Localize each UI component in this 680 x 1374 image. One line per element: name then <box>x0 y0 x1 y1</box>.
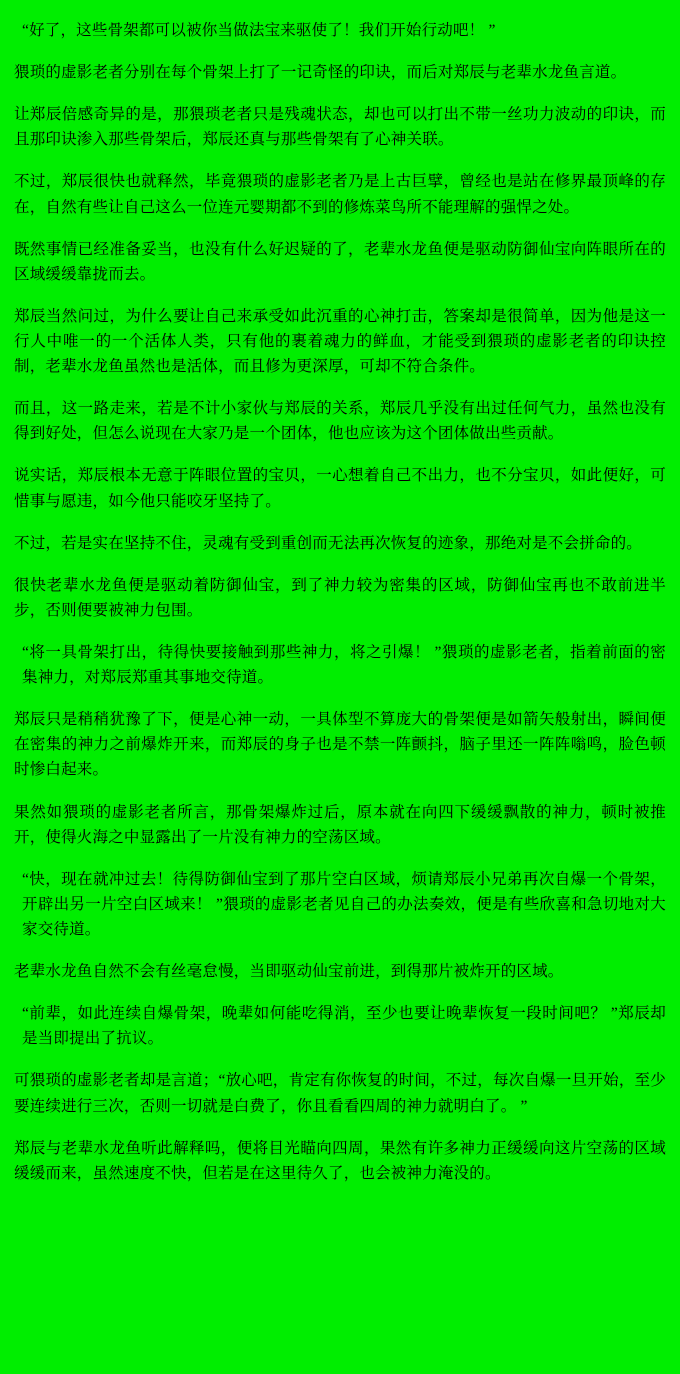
paragraph: 很快老辈水龙鱼便是驱动着防御仙宝，到了神力较为密集的区域，防御仙宝再也不敢前进半步，否则便要被神力包围。 <box>14 576 666 619</box>
paragraph: 而且，这一路走来，若是不计小家伙与郑辰的关系，郑辰几乎没有出过任何气力，虽然也没有得到好处，但怎么说现在大家乃是一个团体，他也应该为这个团体做出些贡献。 <box>14 400 666 443</box>
paragraph: “将一具骨架打出，待得快要接触到那些神力，将之引爆！ ”猥琐的虚影老者，指着前面的密集神力，对郑辰郑重其事地交待道。 <box>22 643 666 687</box>
paragraph: “快，现在就冲过去！待得防御仙宝到了那片空白区域，烦请郑辰小兄弟再次自爆一个骨架，开辟出另一片空白区域来！ ”猥琐的虚影老者见自己的办法奏效，便是有些欣喜和急切地对大家交待道。 <box>22 870 666 938</box>
paragraph: “好了，这些骨架都可以被你当做法宝来驱使了！我们开始行动吧！ ” <box>22 22 496 39</box>
paragraph: 郑辰当然问过，为什么要让自己来承受如此沉重的心神打击，答案却是很简单，因为他是这一行人中唯一的一个活体人类，只有他的裹着魂力的鲜血，才能受到猥琐的虚影老者的印诀控制，老辈水龙鱼虽然也是活体，而且修为更深厚，可却不符合条件。 <box>14 307 666 376</box>
paragraph: 既然事情已经准备妥当，也没有什么好迟疑的了，老辈水龙鱼便是驱动防御仙宝向阵眼所在的区域缓缓靠拢而去。 <box>14 240 666 283</box>
paragraph: 果然如猥琐的虚影老者所言，那骨架爆炸过后，原本就在向四下缓缓飘散的神力，顿时被推开，使得火海之中显露出了一片没有神力的空荡区域。 <box>14 803 666 846</box>
paragraph: 可猥琐的虚影老者却是言道；“放心吧，肯定有你恢复的时间，不过，每次自爆一旦开始，至少要连续进行三次，否则一切就是白费了，你且看看四周的神力就明白了。 ” <box>14 1072 666 1115</box>
paragraph: 说实话，郑辰根本无意于阵眼位置的宝贝，一心想着自己不出力，也不分宝贝，如此便好，可惜事与愿违，如今他只能咬牙坚持了。 <box>14 467 666 510</box>
paragraph: 猥琐的虚影老者分别在每个骨架上打了一记奇怪的印诀，而后对郑辰与老辈水龙鱼言道。 <box>14 64 627 82</box>
paragraph: 让郑辰倍感奇异的是，那猥琐老者只是残魂状态，却也可以打出不带一丝功力波动的印诀，而且那印诀渗入那些骨架后，郑辰还真与那些骨架有了心神关联。 <box>14 106 666 149</box>
paragraph: 老辈水龙鱼自然不会有丝毫怠慢，当即驱动仙宝前进，到得那片被炸开的区域。 <box>14 963 564 981</box>
paragraph: 郑辰只是稍稍犹豫了下，便是心神一动，一具体型不算庞大的骨架便是如箭矢般射出，瞬间便在密集的神力之前爆炸开来，而郑辰的身子也是不禁一阵颤抖，脑子里还一阵阵嗡鸣，脸色顿时惨白起来。 <box>14 711 666 779</box>
paragraph: 郑辰与老辈水龙鱼听此解释吗，便将目光瞄向四周，果然有许多神力正缓缓向这片空荡的区域缓缓而来，虽然速度不快，但若是在这里待久了，也会被神力淹没的。 <box>14 1139 666 1182</box>
paragraph: “前辈，如此连续自爆骨架，晚辈如何能吃得消，至少也要让晚辈恢复一段时间吧？ ”郑辰却是当即提出了抗议。 <box>22 1005 666 1048</box>
paragraph: 不过，郑辰很快也就释然，毕竟猥琐的虚影老者乃是上古巨擘，曾经也是站在修界最顶峰的存在，自然有些让自己这么一位连元婴期都不到的修炼菜鸟所不能理解的强悍之处。 <box>14 173 666 216</box>
paragraph: 不过，若是实在坚持不住，灵魂有受到重创而无法再次恢复的迹象，那绝对是不会拼命的。 <box>14 534 643 552</box>
